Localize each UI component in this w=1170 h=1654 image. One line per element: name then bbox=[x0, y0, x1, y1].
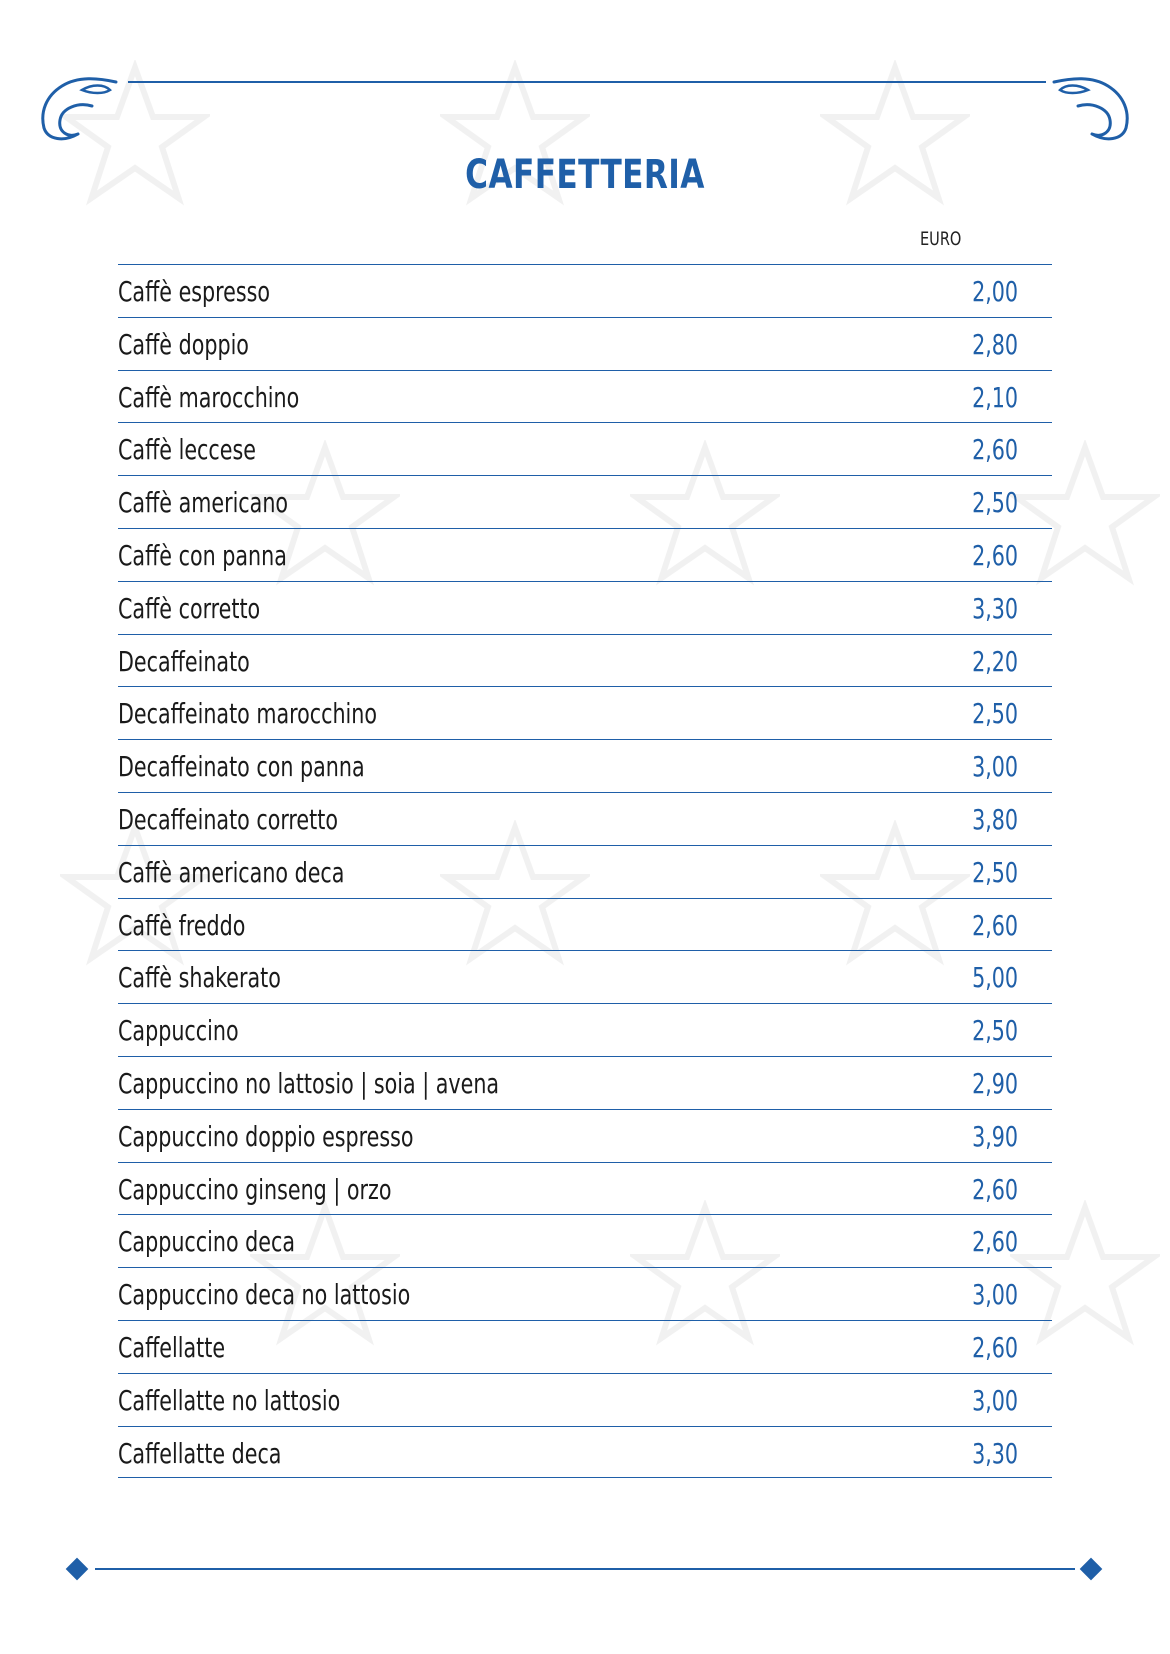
menu-item-name: Caffè marocchino bbox=[118, 380, 300, 414]
menu-item-name: Cappuccino no lattosio | soia | avena bbox=[118, 1066, 500, 1100]
menu-item-price: 3,30 bbox=[972, 1436, 1018, 1470]
menu-item-name: Cappuccino deca no lattosio bbox=[118, 1278, 411, 1312]
menu-item-row bbox=[118, 1320, 1052, 1373]
menu-item-name: Caffè freddo bbox=[118, 908, 246, 942]
menu-item-row bbox=[118, 1003, 1052, 1056]
menu-item-name: Caffè americano bbox=[118, 486, 289, 520]
menu-item-name: Cappuccino deca bbox=[118, 1225, 296, 1259]
menu-item-name: Caffellatte bbox=[118, 1330, 226, 1364]
menu-item-row bbox=[118, 528, 1052, 581]
menu-item-row bbox=[118, 581, 1052, 634]
menu-item-row bbox=[118, 1109, 1052, 1162]
menu-item-price: 2,60 bbox=[972, 433, 1018, 467]
page-title: CAFFETTERIA bbox=[465, 152, 705, 198]
menu-item-name: Caffellatte deca bbox=[118, 1436, 282, 1470]
menu-item-price: 3,80 bbox=[972, 802, 1018, 836]
menu-item-name: Cappuccino bbox=[118, 1014, 239, 1048]
menu-item-name: Caffè leccese bbox=[118, 433, 256, 467]
menu-item-price: 2,60 bbox=[972, 538, 1018, 572]
menu-item-row bbox=[118, 264, 1052, 317]
menu-item-row bbox=[118, 792, 1052, 845]
flourish-right-icon bbox=[1052, 72, 1132, 146]
menu-item-name: Caffè doppio bbox=[118, 327, 249, 361]
menu-list bbox=[118, 264, 1052, 1478]
menu-item-row bbox=[118, 370, 1052, 423]
menu-item-price: 2,50 bbox=[972, 697, 1018, 731]
menu-item-price: 2,50 bbox=[972, 1014, 1018, 1048]
menu-item-row bbox=[118, 845, 1052, 898]
menu-item-row bbox=[118, 1162, 1052, 1215]
menu-item-name: Caffè espresso bbox=[118, 275, 271, 308]
bottom-rule bbox=[95, 1568, 1075, 1570]
menu-item-price: 2,60 bbox=[972, 908, 1018, 942]
menu-item-row bbox=[118, 475, 1052, 528]
menu-item-name: Caffè corretto bbox=[118, 591, 261, 625]
menu-item-row bbox=[118, 1426, 1052, 1479]
menu-item-name: Decaffeinato marocchino bbox=[118, 697, 378, 731]
menu-item-row bbox=[118, 1214, 1052, 1267]
menu-item-row bbox=[118, 1373, 1052, 1426]
menu-item-name: Caffè shakerato bbox=[118, 961, 281, 995]
menu-item-price: 2,90 bbox=[972, 1066, 1018, 1100]
menu-item-row bbox=[118, 686, 1052, 739]
menu-item-price: 5,00 bbox=[972, 961, 1018, 995]
menu-item-row bbox=[118, 950, 1052, 1003]
menu-item-price: 2,60 bbox=[972, 1225, 1018, 1259]
menu-item-price: 3,30 bbox=[972, 591, 1018, 625]
menu-item-price: 2,50 bbox=[972, 855, 1018, 889]
menu-item-price: 2,10 bbox=[972, 380, 1018, 414]
menu-item-name: Cappuccino doppio espresso bbox=[118, 1119, 414, 1153]
menu-item-row bbox=[118, 1267, 1052, 1320]
menu-item-row bbox=[118, 1056, 1052, 1109]
menu-item-price: 2,50 bbox=[972, 486, 1018, 520]
menu-item-price: 3,00 bbox=[972, 1383, 1018, 1417]
menu-item-name: Decaffeinato con panna bbox=[118, 750, 365, 784]
menu-item-name: Decaffeinato corretto bbox=[118, 802, 338, 836]
menu-item-name: Cappuccino ginseng | orzo bbox=[118, 1172, 392, 1206]
diamond-icon bbox=[1080, 1558, 1103, 1581]
menu-item-name: Decaffeinato bbox=[118, 644, 250, 678]
flourish-left-icon bbox=[38, 72, 118, 146]
menu-item-price: 2,80 bbox=[972, 327, 1018, 361]
menu-item-price: 2,20 bbox=[972, 644, 1018, 678]
currency-label: EURO bbox=[920, 228, 962, 250]
menu-item-price: 2,00 bbox=[972, 275, 1018, 308]
menu-item-row bbox=[118, 739, 1052, 792]
menu-item-name: Caffellatte no lattosio bbox=[118, 1383, 341, 1417]
top-rule bbox=[128, 81, 1046, 83]
menu-item-price: 2,60 bbox=[972, 1172, 1018, 1206]
menu-item-row bbox=[118, 317, 1052, 370]
menu-item-name: Caffè con panna bbox=[118, 538, 287, 572]
menu-item-price: 3,00 bbox=[972, 750, 1018, 784]
menu-item-row bbox=[118, 634, 1052, 687]
menu-item-price: 3,00 bbox=[972, 1278, 1018, 1312]
menu-item-row bbox=[118, 898, 1052, 951]
menu-item-row bbox=[118, 422, 1052, 475]
menu-item-name: Caffè americano deca bbox=[118, 855, 345, 889]
menu-item-price: 2,60 bbox=[972, 1330, 1018, 1364]
diamond-icon bbox=[66, 1558, 89, 1581]
menu-item-price: 3,90 bbox=[972, 1119, 1018, 1153]
